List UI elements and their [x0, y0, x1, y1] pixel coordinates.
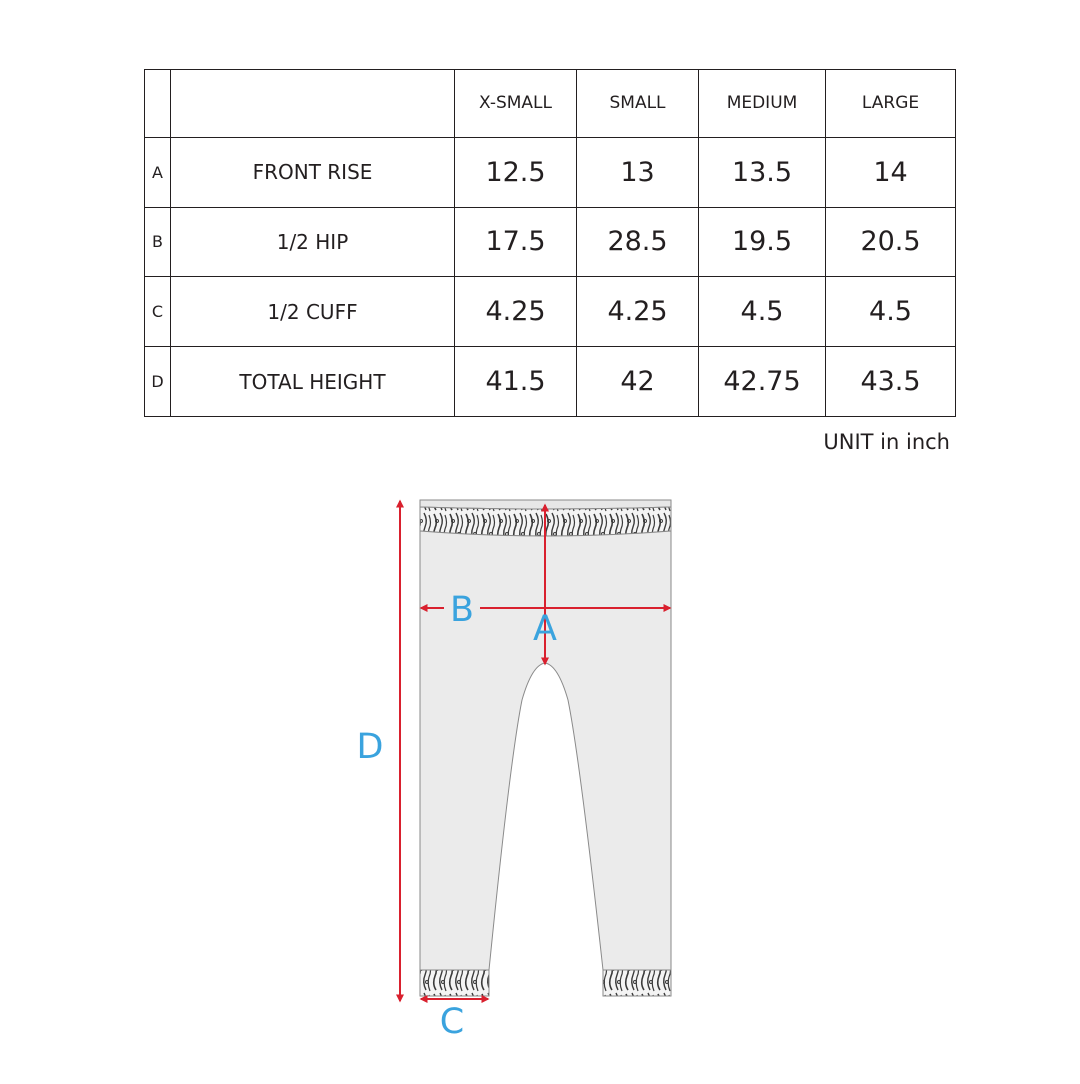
- header-small: SMALL: [577, 70, 699, 138]
- value-cell: 17.5: [455, 207, 577, 277]
- value-cell: 41.5: [455, 347, 577, 417]
- row-label: FRONT RISE: [171, 137, 455, 207]
- value-cell: 42: [577, 347, 699, 417]
- unit-note: UNIT in inch: [823, 430, 950, 454]
- value-cell: 4.25: [455, 277, 577, 347]
- right-cuff: [603, 970, 671, 996]
- row-letter: A: [145, 137, 171, 207]
- value-cell: 14: [826, 137, 956, 207]
- header-medium: MEDIUM: [699, 70, 826, 138]
- label-d: D: [356, 727, 384, 767]
- header-large: LARGE: [826, 70, 956, 138]
- row-label: 1/2 CUFF: [171, 277, 455, 347]
- value-cell: 4.5: [699, 277, 826, 347]
- header-x-small: X-SMALL: [455, 70, 577, 138]
- value-cell: 20.5: [826, 207, 956, 277]
- value-cell: 28.5: [577, 207, 699, 277]
- row-letter: B: [145, 207, 171, 277]
- value-cell: 13.5: [699, 137, 826, 207]
- value-cell: 12.5: [455, 137, 577, 207]
- label-c: C: [439, 1002, 465, 1042]
- value-cell: 43.5: [826, 347, 956, 417]
- value-cell: 4.25: [577, 277, 699, 347]
- row-label: TOTAL HEIGHT: [171, 347, 455, 417]
- row-letter: D: [145, 347, 171, 417]
- label-b: B: [449, 590, 475, 630]
- left-cuff: [420, 970, 489, 996]
- row-label: 1/2 HIP: [171, 207, 455, 277]
- value-cell: 19.5: [699, 207, 826, 277]
- value-cell: 13: [577, 137, 699, 207]
- value-cell: 4.5: [826, 277, 956, 347]
- value-cell: 42.75: [699, 347, 826, 417]
- row-letter: C: [145, 277, 171, 347]
- label-a: A: [533, 609, 557, 649]
